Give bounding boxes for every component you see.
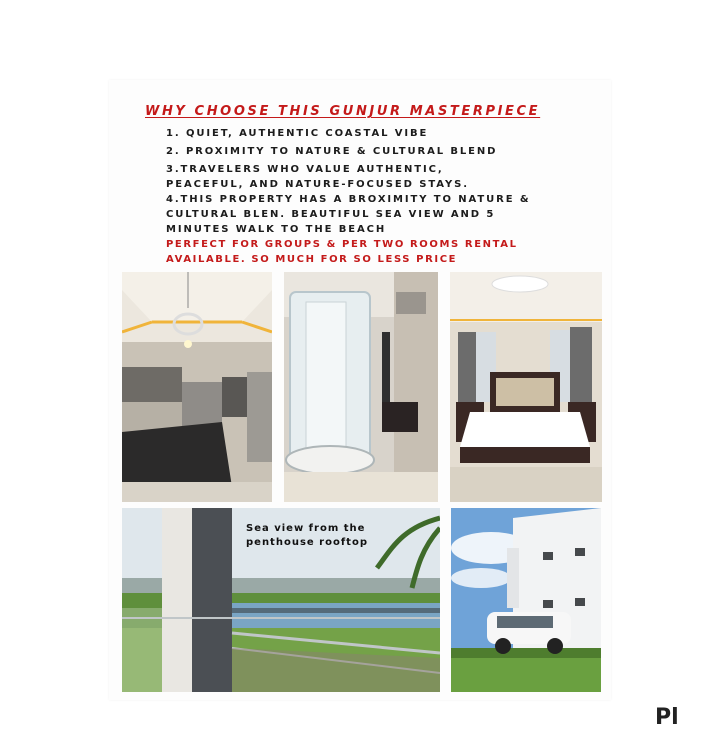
feature-item-3: 3.TRAVELERS WHO VALUE AUTHENTIC, — [166, 164, 444, 175]
feature-item-2: 2. PROXIMITY TO NATURE & CULTURAL BLEND — [166, 146, 498, 157]
feature-item-4-cont: CULTURAL BLEN. BEAUTIFUL SEA VIEW AND 5 — [166, 209, 496, 220]
caption-line-1: Sea view from the — [246, 523, 366, 534]
exterior-photo — [451, 508, 601, 692]
promo-line-1: PERFECT FOR GROUPS & PER TWO ROOMS RENTAL — [166, 239, 518, 250]
feature-item-1: 1. QUIET, AUTHENTIC COASTAL VIBE — [166, 128, 429, 139]
caption-line-2: penthouse rooftop — [246, 537, 368, 548]
feature-item-4-cont-2: MINUTES WALK TO THE BEACH — [166, 224, 387, 235]
promo-line-2: AVAILABLE. SO MUCH FOR SO LESS PRICE — [166, 254, 458, 265]
sea-view-caption — [246, 522, 396, 550]
partial-edge-text: Pl — [655, 705, 679, 730]
feature-item-3-cont: PEACEFUL, AND NATURE-FOCUSED STAYS. — [166, 179, 469, 190]
bathroom-photo — [284, 272, 438, 502]
flyer-headline: WHY CHOOSE THIS GUNJUR MASTERPIECE — [145, 104, 541, 119]
kitchen-photo — [122, 272, 272, 502]
feature-item-4: 4.THIS PROPERTY HAS A BROXIMITY TO NATURE & — [166, 194, 531, 205]
features-list — [166, 126, 576, 267]
bedroom-photo — [450, 272, 602, 502]
